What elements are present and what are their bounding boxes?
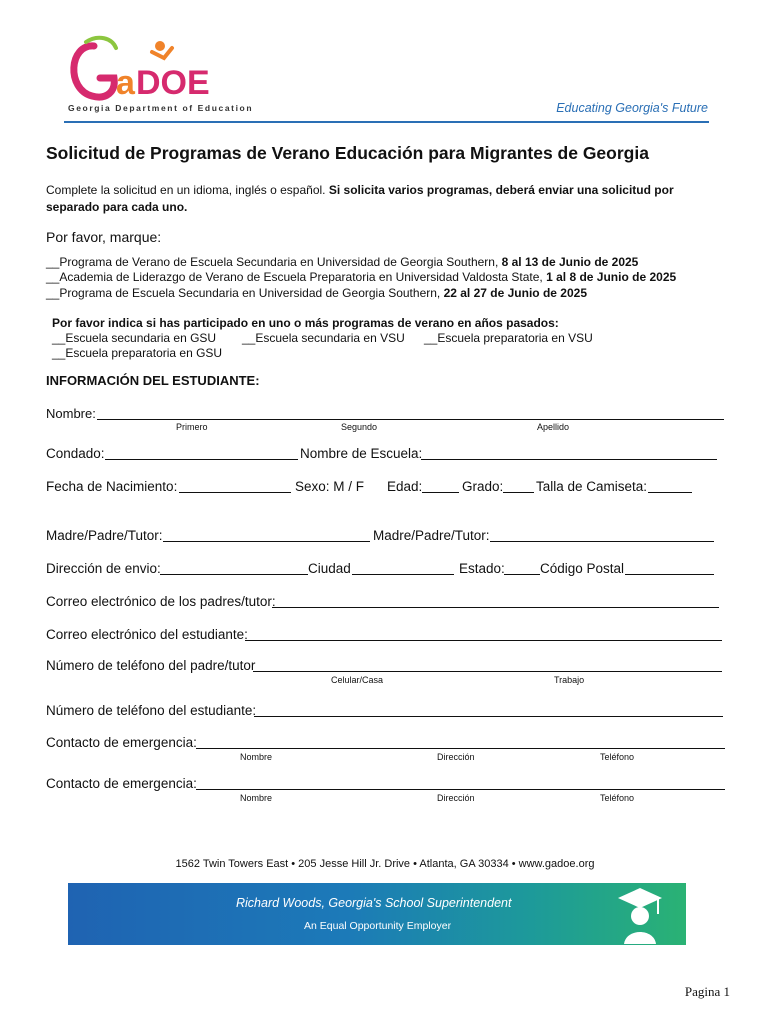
student-info-heading: INFORMACIÓN DEL ESTUDIANTE: <box>46 373 260 388</box>
condado-label: Condado: <box>46 446 105 461</box>
intro-line-1 <box>46 183 674 197</box>
ciudad-field[interactable] <box>352 574 454 575</box>
correo-estudiante-label: Correo electrónico del estudiante: <box>46 627 248 642</box>
edad-field[interactable] <box>422 492 459 493</box>
ciudad-label: Ciudad <box>308 561 351 576</box>
intro-line-2: separado para cada uno. <box>46 200 188 214</box>
svg-text:a: a <box>116 64 135 102</box>
program-dates: 22 al 27 de Junio de 2025 <box>443 286 587 300</box>
program-option-1[interactable] <box>46 255 638 269</box>
graduate-icon <box>614 884 664 944</box>
fecha-nacimiento-field[interactable] <box>179 492 291 493</box>
contacto-emergencia-1-field[interactable] <box>196 748 725 749</box>
correo-estudiante-field[interactable] <box>245 640 722 641</box>
footer-address: 1562 Twin Towers East • 205 Jesse Hill Jr. Drive • Atlanta, GA 30334 • www.gadoe.org <box>175 858 595 870</box>
contacto-emergencia-2-label: Contacto de emergencia: <box>46 776 197 791</box>
telefono-estudiante-field[interactable] <box>254 716 723 717</box>
telefono-estudiante-label: Número de teléfono del estudiante: <box>46 703 257 718</box>
footer-banner <box>68 883 686 945</box>
nombre-field[interactable] <box>97 419 724 420</box>
grado-field[interactable] <box>503 492 534 493</box>
past-option-vsu-preparatoria[interactable]: __Escuela preparatoria en VSU <box>424 331 593 345</box>
trabajo-caption: Trabajo <box>554 675 585 685</box>
sexo-field[interactable]: Sexo: M / F <box>295 479 365 494</box>
nombre-escuela-label: Nombre de Escuela: <box>300 446 423 461</box>
celular-caption: Celular/Casa <box>331 675 384 685</box>
contacto-2-direccion-caption: Dirección <box>437 793 475 803</box>
primero-caption: Primero <box>176 422 208 432</box>
condado-field[interactable] <box>105 459 298 460</box>
header-divider <box>64 121 709 123</box>
contacto-2-telefono-caption: Teléfono <box>600 793 635 803</box>
past-option-gsu-secundaria[interactable]: __Escuela secundaria en GSU <box>52 331 217 345</box>
program-option-3[interactable] <box>46 286 587 300</box>
intro-bold: Si solicita varios programas, deberá enviar una solicitud por <box>328 183 674 197</box>
mark-prompt: Por favor, marque: <box>46 229 162 245</box>
contacto-1-nombre-caption: Nombre <box>240 752 273 762</box>
apellido-caption: Apellido <box>537 422 570 432</box>
past-option-vsu-secundaria[interactable]: __Escuela secundaria en VSU <box>242 331 405 345</box>
edad-label: Edad: <box>387 479 423 494</box>
past-participation-heading: Por favor indica si has participado en uno o más programas de verano en años pasados: <box>52 316 559 330</box>
page-number: Pagina 1 <box>684 984 730 999</box>
correo-padres-label: Correo electrónico de los padres/tutor: <box>46 594 276 609</box>
telefono-padre-field[interactable] <box>253 671 722 672</box>
tagline: Educating Georgia's Future <box>556 101 708 115</box>
nombre-escuela-field[interactable] <box>421 459 717 460</box>
codigo-postal-label: Código Postal <box>540 561 625 576</box>
correo-padres-field[interactable] <box>272 607 719 608</box>
program-dates: 8 al 13 de Junio de 2025 <box>501 255 639 269</box>
grado-label: Grado: <box>462 479 504 494</box>
equal-opportunity-text: An Equal Opportunity Employer <box>304 920 452 932</box>
talla-camiseta-label: Talla de Camiseta: <box>536 479 648 494</box>
svg-text:DOE: DOE <box>136 64 210 102</box>
contacto-emergencia-2-field[interactable] <box>196 789 725 790</box>
segundo-caption: Segundo <box>341 422 378 432</box>
superintendent-name: Richard Woods, Georgia's School Superintendent <box>236 896 512 910</box>
tutor-1-label: Madre/Padre/Tutor: <box>46 528 163 543</box>
tutor-2-field[interactable] <box>490 541 714 542</box>
program-label: __Programa de Escuela Secundaria en Universidad de Georgia Southern, <box>46 286 444 300</box>
tutor-1-field[interactable] <box>163 541 370 542</box>
contacto-1-direccion-caption: Dirección <box>437 752 475 762</box>
program-dates: 1 al 8 de Junio de 2025 <box>546 270 677 284</box>
logo-subtitle: Georgia Department of Education <box>68 103 254 113</box>
telefono-padre-label: Número de teléfono del padre/tutor <box>46 658 256 673</box>
direccion-envio-field[interactable] <box>160 574 308 575</box>
program-label: __Academia de Liderazgo de Verano de Escuela Preparatoria en Universidad Valdosta State, <box>46 270 547 284</box>
past-option-gsu-preparatoria[interactable]: __Escuela preparatoria en GSU <box>52 346 223 360</box>
intro-text: Complete la solicitud en un idioma, inglés o español. <box>46 183 329 197</box>
nombre-label: Nombre: <box>46 406 96 421</box>
fecha-nacimiento-label: Fecha de Nacimiento: <box>46 479 178 494</box>
contacto-2-nombre-caption: Nombre <box>240 793 273 803</box>
estado-field[interactable] <box>504 574 540 575</box>
program-label: __Programa de Verano de Escuela Secundaria en Universidad de Georgia Southern, <box>46 255 502 269</box>
direccion-envio-label: Dirección de envio: <box>46 561 161 576</box>
codigo-postal-field[interactable] <box>625 574 714 575</box>
program-option-2[interactable] <box>46 270 676 284</box>
talla-camiseta-field[interactable] <box>648 492 692 493</box>
gadoe-logo <box>64 34 224 114</box>
contacto-1-telefono-caption: Teléfono <box>600 752 635 762</box>
estado-label: Estado: <box>459 561 505 576</box>
tutor-2-label: Madre/Padre/Tutor: <box>373 528 490 543</box>
page-title: Solicitud de Programas de Verano Educación para Migrantes de Georgia <box>46 143 649 163</box>
contacto-emergencia-1-label: Contacto de emergencia: <box>46 735 197 750</box>
